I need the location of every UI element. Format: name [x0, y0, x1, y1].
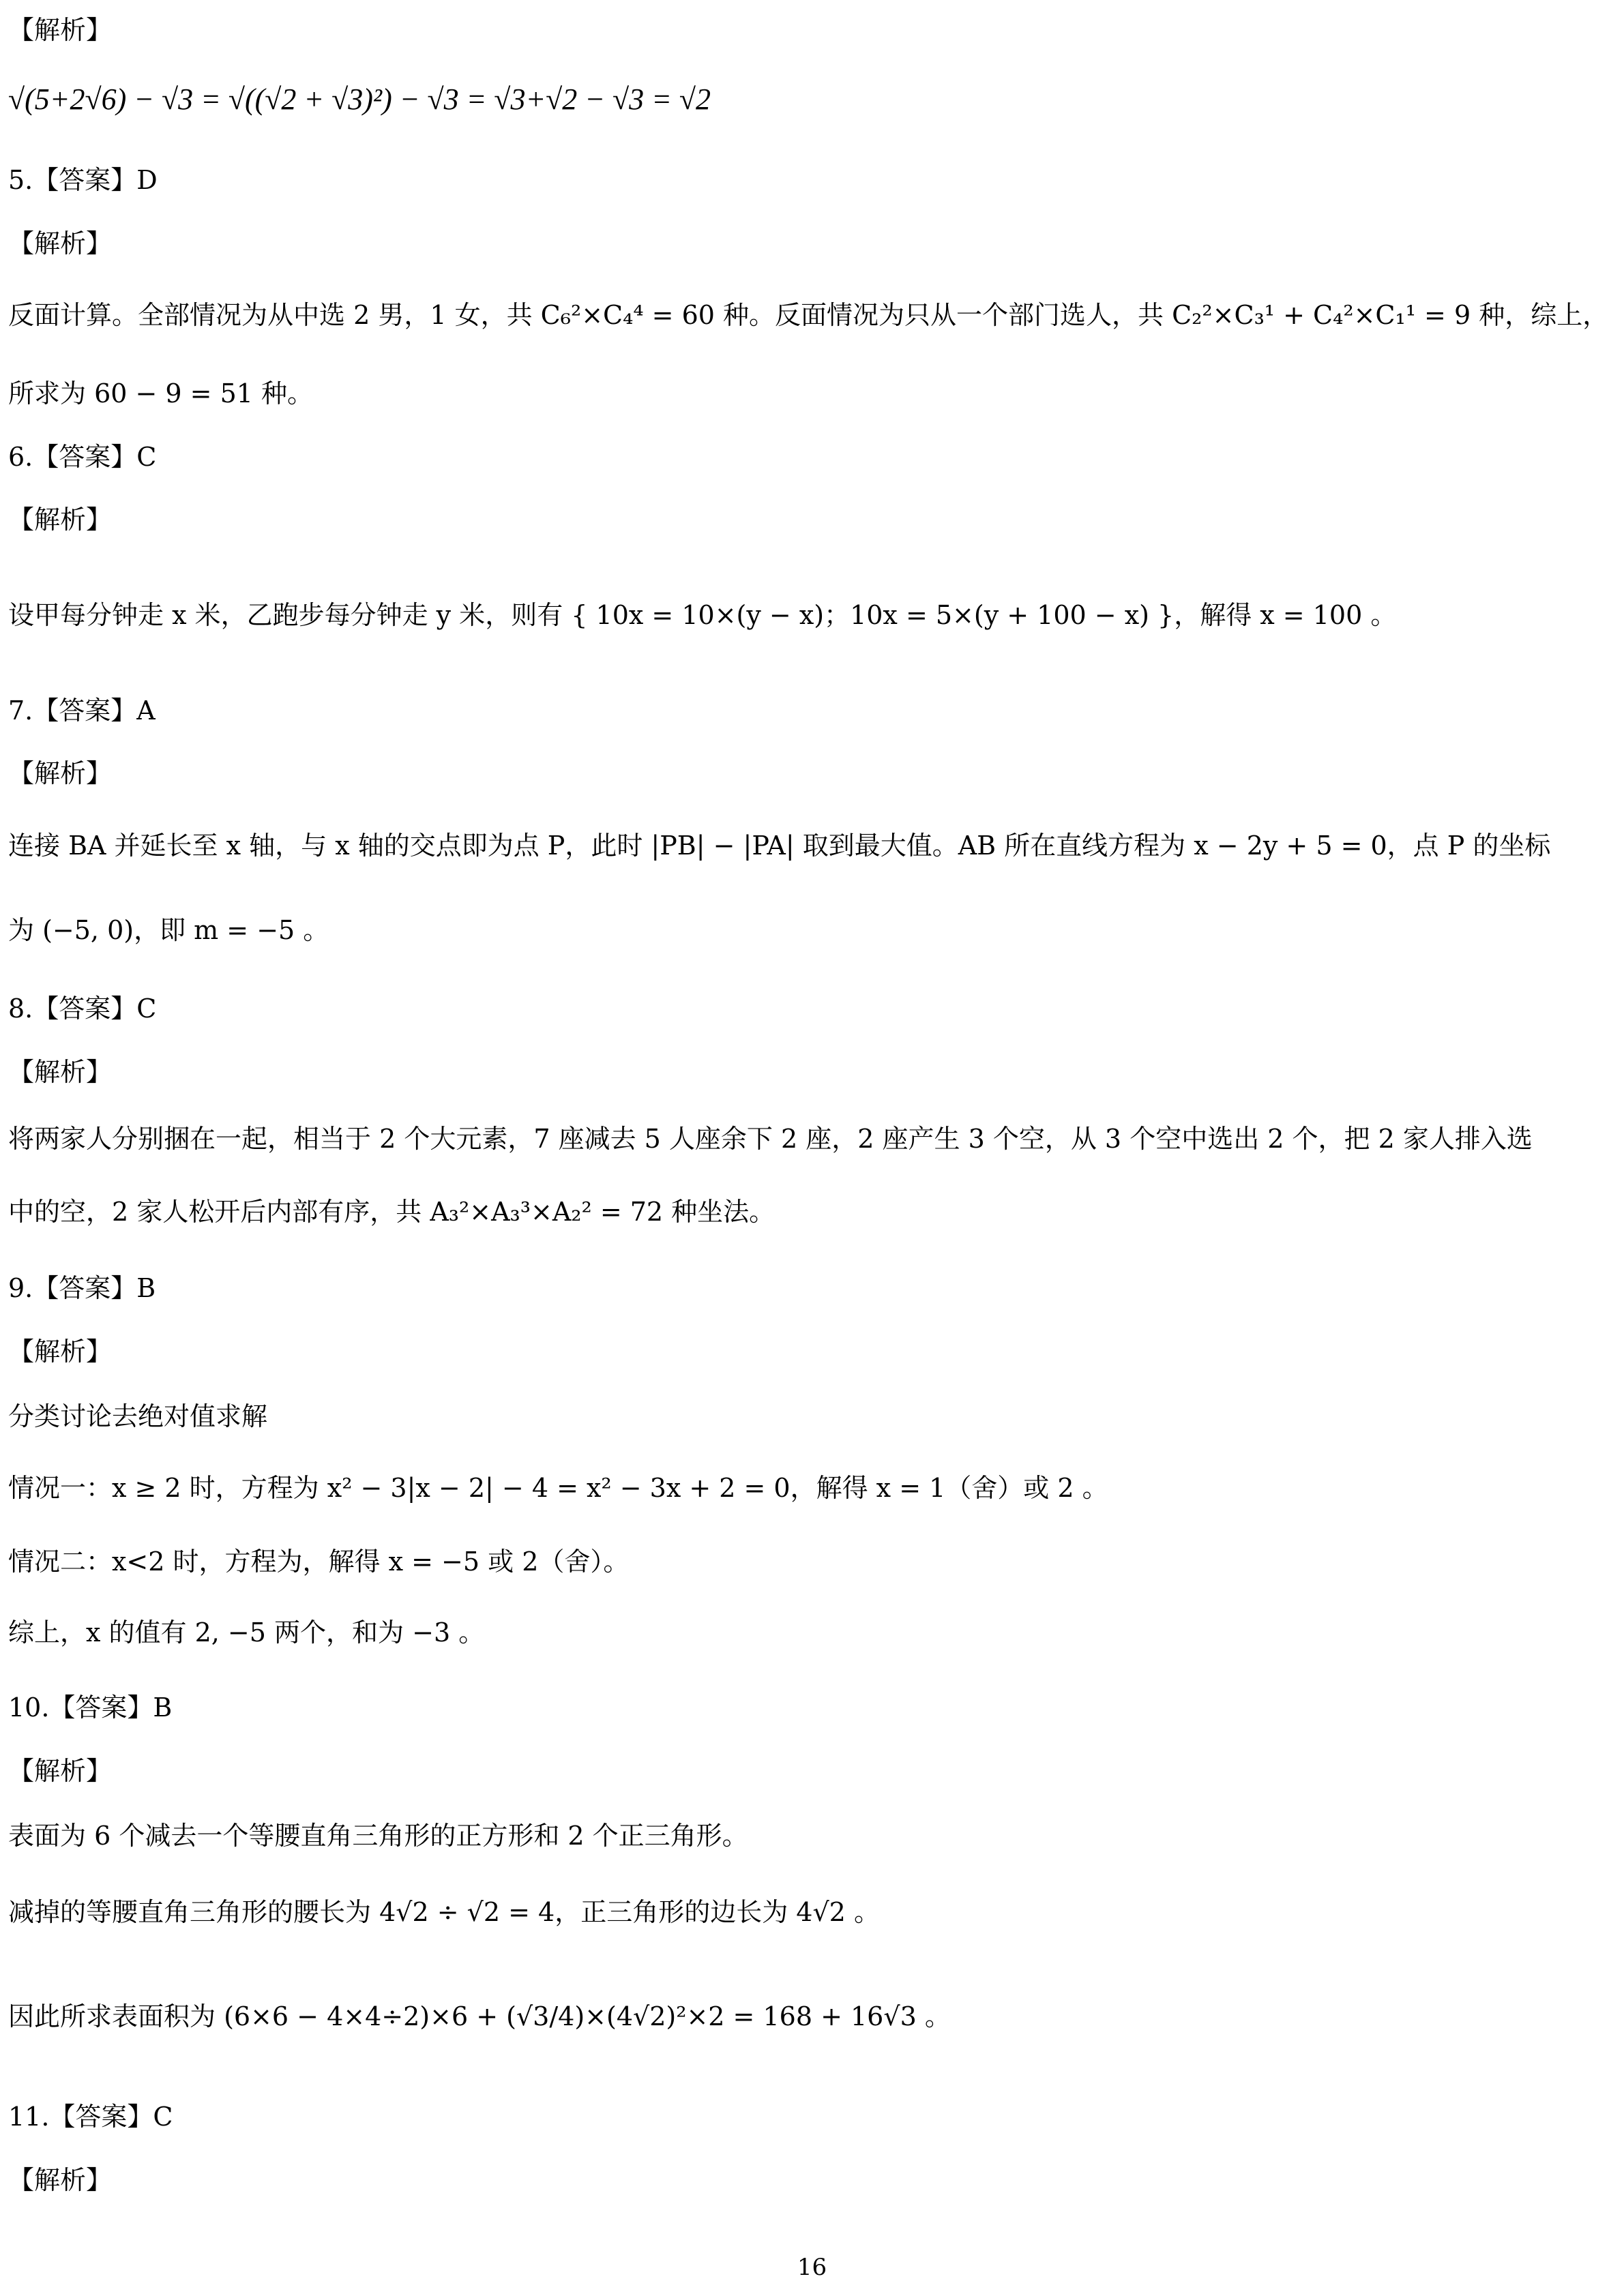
paragraph-q9-case2: 情况二：x<2 时，方程为，解得 x = −5 或 2（舍）。	[8, 1547, 630, 1577]
paragraph-q7-line2: 为 (−5, 0)，即 m = −5 。	[8, 915, 329, 945]
paragraph-q10-line3: 因此所求表面积为 (6×6 − 4×4÷2)×6 + (√3/4)×(4√2)²×2 = 168 + 16√3 。	[8, 2001, 951, 2031]
paragraph-q9-summary: 综上，x 的值有 2, −5 两个，和为 −3 。	[8, 1617, 485, 1648]
paragraph-q10-line1: 表面为 6 个减去一个等腰直角三角形的正方形和 2 个正三角形。	[8, 1821, 748, 1851]
answer-5: 5.【答案】D	[8, 165, 158, 195]
analysis-label: 【解析】	[8, 1337, 113, 1367]
answer-11: 11.【答案】C	[8, 2102, 173, 2132]
analysis-label: 【解析】	[8, 1756, 113, 1786]
answer-10: 10.【答案】B	[8, 1693, 173, 1723]
analysis-label: 【解析】	[8, 758, 113, 788]
analysis-label: 【解析】	[8, 1057, 113, 1087]
paragraph-q8-line2: 中的空，2 家人松开后内部有序，共 A₃²×A₃³×A₂² = 72 种坐法。	[8, 1197, 776, 1227]
paragraph-q9-case1: 情况一：x ≥ 2 时，方程为 x² − 3|x − 2| − 4 = x² − 3x + 2 = 0，解得 x = 1（舍）或 2 。	[8, 1473, 1108, 1503]
page-number: 16	[797, 2254, 827, 2281]
equation-sqrt: √(5+2√6) − √3 = √((√2 + √3)²) − √3 = √3+√2 − √3 = √2	[8, 83, 711, 116]
paragraph-q6: 设甲每分钟走 x 米，乙跑步每分钟走 y 米，则有 { 10x = 10×(y − x)；10x = 5×(y + 100 − x) }，解得 x = 100 。	[8, 600, 1397, 630]
paragraph-q5-line2: 所求为 60 − 9 = 51 种。	[8, 378, 314, 408]
analysis-label: 【解析】	[8, 505, 113, 535]
answer-6: 6.【答案】C	[8, 442, 157, 472]
analysis-label: 【解析】	[8, 2165, 113, 2195]
paragraph-q9-intro: 分类讨论去绝对值求解	[8, 1401, 268, 1431]
answer-9: 9.【答案】B	[8, 1273, 156, 1303]
analysis-label: 【解析】	[8, 228, 113, 258]
answer-8: 8.【答案】C	[8, 994, 157, 1024]
paragraph-q8-line1: 将两家人分别捆在一起，相当于 2 个大元素，7 座减去 5 人座余下 2 座，2 座产生 3 个空，从 3 个空中选出 2 个，把 2 家人排入选	[8, 1124, 1533, 1154]
analysis-label: 【解析】	[8, 15, 113, 45]
paragraph-q5-line1: 反面计算。全部情况为从中选 2 男，1 女，共 C₆²×C₄⁴ = 60 种。反面情况为只从一个部门选人，共 C₂²×C₃¹ + C₄²×C₁¹ = 9 种，综上，	[8, 300, 1609, 330]
paragraph-q10-line2: 减掉的等腰直角三角形的腰长为 4√2 ÷ √2 = 4，正三角形的边长为 4√2 。	[8, 1897, 880, 1927]
answer-7: 7.【答案】A	[8, 696, 156, 726]
paragraph-q7-line1: 连接 BA 并延长至 x 轴，与 x 轴的交点即为点 P，此时 |PB| − |PA| 取到最大值。AB 所在直线方程为 x − 2y + 5 = 0，点 P 的坐标	[8, 831, 1551, 861]
